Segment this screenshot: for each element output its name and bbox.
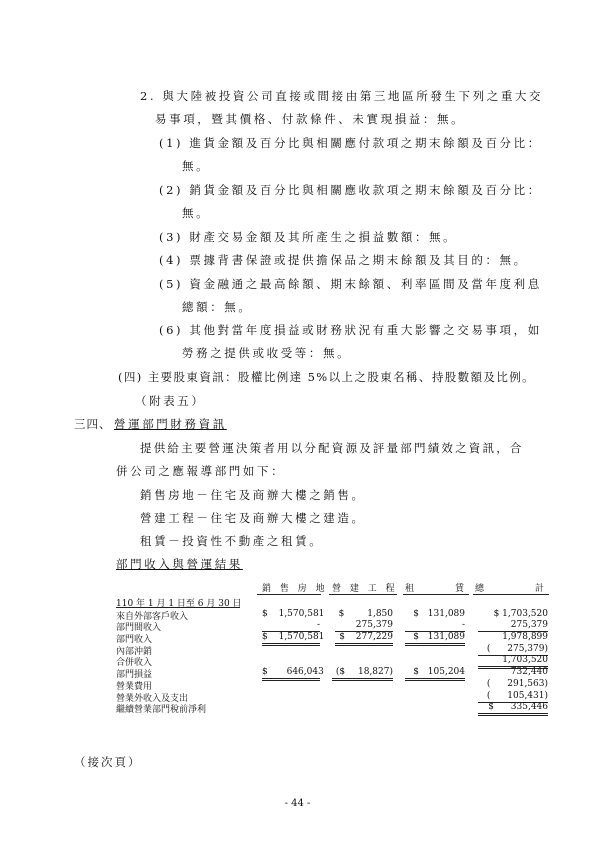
col-header-construction: 營 建 工 程 — [332, 584, 398, 594]
cell-construction-segment-profit: ($ 18,827) — [335, 667, 393, 677]
item-2-line1: 2. 與大陸被投資公司直接或間接由第三地區所發生下列之重大交 — [140, 89, 544, 103]
cell-construction-external: $ 1,850 — [338, 609, 393, 619]
subitem-2-line1: (2) 銷貨金額及百分比與相關應收款項之期末餘額及百分比： — [159, 183, 542, 197]
section-4-line2: （附表五） — [135, 394, 206, 408]
item-2-line2: 易事項，暨其價格、付款條件、未實現損益：無。 — [155, 112, 466, 126]
page-number: - 44 - — [284, 798, 311, 809]
cell-leasing-segment-revenue: $ 131,089 — [413, 632, 465, 642]
cell-total-external: $ 1,703,520 — [493, 609, 548, 619]
cell-sales-segment-profit: $ 646,043 — [262, 667, 324, 677]
subitem-5-line2: 總額：無。 — [182, 300, 253, 314]
subitem-2-line2: 無。 — [182, 206, 211, 220]
subitem-1-line1: (1) 進貨金額及百分比與相關應付款項之期末餘額及百分比： — [159, 136, 542, 150]
row-label: 營業費用 — [116, 682, 153, 692]
section-34-para-line1: 提供給主要營運決策者用以分配資源及評量部門績效之資訊，合 — [140, 441, 524, 455]
row-label: 部門間收入 — [116, 623, 162, 633]
subitem-1-line2: 無。 — [182, 159, 211, 173]
cell-total-non-operating: ( 105,431) — [486, 691, 548, 701]
row-label: 部門收入 — [116, 635, 153, 645]
cell-sales-intersegment: - — [316, 620, 320, 630]
cell-leasing-intersegment: - — [461, 620, 465, 630]
row-label: 繼續營業部門稅前淨利 — [116, 705, 207, 715]
section-34-para-line2: 併公司之應報導部門如下： — [116, 464, 286, 478]
table-title: 部門收入與營運結果 — [116, 557, 243, 571]
subitem-4: (4) 票據背書保證或提供擔保品之期末餘額及其目的：無。 — [159, 253, 528, 267]
section-4-line1: (四) 主要股東資訊：股權比例達 5%以上之股東名稱、持股數額及比例。 — [118, 370, 536, 384]
col-header-leasing: 租 賃 — [405, 584, 467, 594]
cell-total-segment-revenue: 1,978,899 — [502, 632, 548, 642]
segment-sales: 銷售房地－住宅及商辦大樓之銷售。 — [140, 488, 366, 502]
col-header-sales: 銷 售 房 地 — [262, 584, 328, 594]
segment-leasing: 租賃－投資性不動產之租賃。 — [140, 534, 324, 548]
row-label: 來自外部客戶收入 — [116, 612, 189, 622]
table-period: 110 年 1 月 1 日至 6 月 30 日 — [116, 599, 242, 609]
cell-total-operating-expenses: ( 291,563) — [486, 679, 548, 689]
cell-construction-intersegment: 275,379 — [355, 620, 393, 630]
continued-note: （接次頁） — [74, 755, 142, 769]
cell-total-intersegment: 275,379 — [510, 620, 548, 630]
cell-construction-segment-revenue: $ 277,229 — [339, 632, 393, 642]
segment-construction: 營建工程－住宅及商辦大樓之建造。 — [140, 511, 366, 525]
cell-total-segment-profit: 732,440 — [510, 667, 548, 677]
subitem-6-line2: 勞務之提供或收受等：無。 — [182, 346, 352, 360]
cell-total-eliminations: ( 275,379) — [486, 644, 548, 654]
cell-sales-external: $ 1,570,581 — [262, 609, 325, 619]
cell-total-pretax-income: $ 335,446 — [488, 702, 548, 712]
col-header-total: 總 計 — [475, 584, 547, 594]
section-34-title: 營運部門財務資訊 — [114, 417, 227, 431]
subitem-6-line1: (6) 其他對當年度損益或財務狀況有重大影響之交易事項，如 — [159, 323, 542, 337]
row-label: 合併收入 — [116, 658, 153, 668]
section-34-number: 三四、 — [74, 417, 112, 431]
cell-leasing-segment-profit: $ 105,204 — [413, 667, 465, 677]
row-label: 部門損益 — [116, 670, 153, 680]
cell-sales-segment-revenue: $ 1,570,581 — [262, 632, 325, 642]
row-label: 營業外收入及支出 — [116, 694, 189, 704]
cell-leasing-external: $ 131,089 — [413, 609, 465, 619]
row-label: 內部沖銷 — [116, 647, 153, 657]
subitem-3: (3) 財產交易金額及其所產生之損益數額：無。 — [159, 230, 458, 244]
subitem-5-line1: (5) 資金融通之最高餘額、期末餘額、利率區間及當年度利息 — [159, 277, 542, 291]
cell-total-consolidated-revenue: 1,703,520 — [502, 655, 548, 665]
